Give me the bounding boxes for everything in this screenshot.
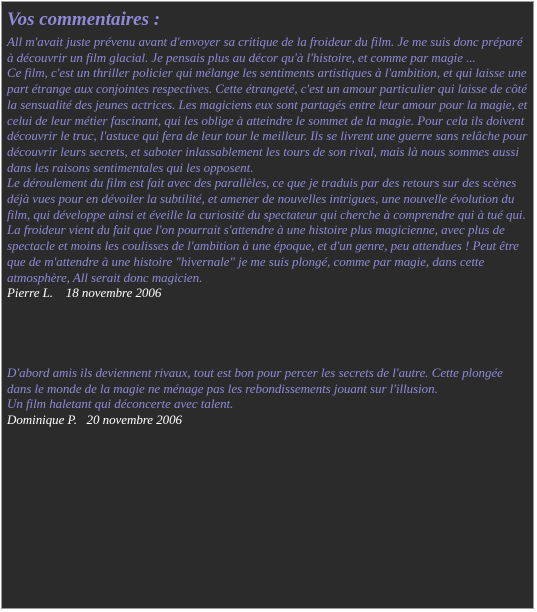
comment-spacer: [7, 301, 528, 365]
comment-1: [7, 34, 528, 301]
comment-1-signature: Pierre L. 18 novembre 2006: [7, 285, 162, 301]
comment-1-paragraph-2: Ce film, c'est un thriller policier qui mélange les sentiments artistiques à l'ambition, et qui laisse une part étrange aux conjointes respectives. Cette étrangeté, c'est un amour particulier qui laisse de côté la sensualité des jeunes actrices. Les magiciens eux sont partagés entre leur amour pour la magie, et celui de leur métier fascinant, qui les oblige à atteindre le sommet de la magie. Pour cela ils doivent découvrir le truc, l'astuce qui fera de leur tour le meilleur. Ils se livrent une guerre sans relâche pour découvrir leurs secrets, et saboter inlassablement les tours de son rival, mais là nous sommes aussi dans les raisons sentimentales qui les opposent.: [7, 65, 528, 175]
comment-2-paragraph-1: D'abord amis ils deviennent rivaux, tout est bon pour percer les secrets de l'autre. Cette plongée dans le monde de la magie ne ménage pas les rebondissements jouant sur l'illusion.: [7, 364, 503, 396]
comments-panel: [1, 1, 534, 609]
comments-heading: Vos commentaires :: [7, 9, 161, 30]
comment-2-paragraph-2: Un film haletant qui déconcerte avec talent.: [7, 396, 234, 412]
comment-2: [7, 365, 528, 428]
comment-2-signature: Dominique P. 20 novembre 2006: [7, 412, 183, 428]
comment-1-paragraph-1: All m'avait juste prévenu avant d'envoyer sa critique de la froideur du film. Je me suis donc préparé à découvrir un film glacial. Je pensais plus au décor qu'à l'histoire, et comme par magie ...: [7, 34, 523, 65]
comment-1-paragraph-4: La froideur vient du fait que l'on pourrait s'attendre à une histoire plus magicienne, avec plus de spectacle et moins les coulisses de l'ambition à une époque, et d'un genre, peu attendues ! Peut être que de m'attendre à une histoire "hivernale" je me suis plongé, comme par magie, dans cette atmosphère, All serait donc magicien.: [7, 222, 519, 285]
comment-1-paragraph-3: Le déroulement du film est fait avec des parallèles, ce que je traduis par des retours sur des scènes déjà vues pour en dévoiler la subtilité, et amener de nouvelles intrigues, une nouvelle évolution du film, qui développe ainsi et éveille la curiosité du spectateur qui cherche à comprendre qui à tué qui.: [7, 175, 526, 222]
